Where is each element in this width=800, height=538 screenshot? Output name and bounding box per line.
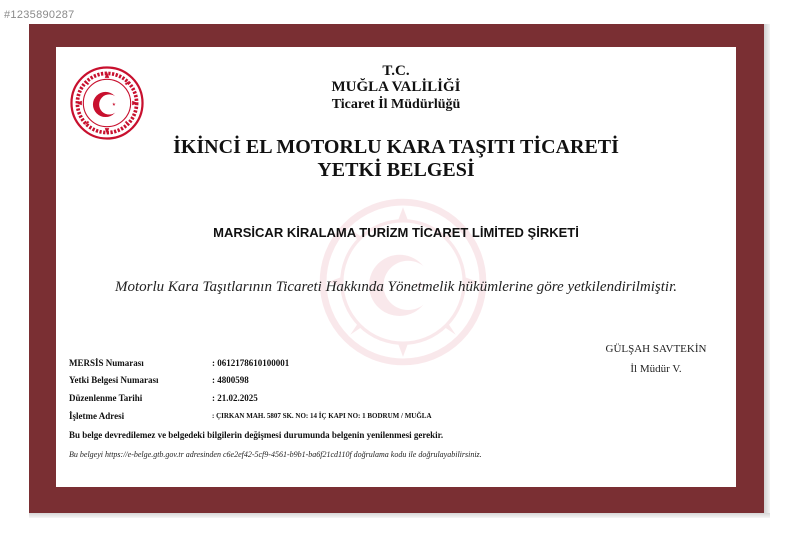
signatory-title: İl Müdür V. bbox=[630, 363, 682, 375]
detail-value: : ÇIRKAN MAH. 5807 SK. NO: 14 İÇ KAPI NO: 1 BODRUM / MUĞLA bbox=[212, 412, 432, 420]
certificate-subtitle: YETKİ BELGESİ bbox=[317, 159, 475, 181]
detail-value: : 0612178610100001 bbox=[212, 358, 290, 368]
company-name: MARSİCAR KİRALAMA TURİZM TİCARET LİMİTED ŞİRKETİ bbox=[213, 225, 579, 240]
certificate-title: İKİNCİ EL MOTORLU KARA TAŞITI TİCARETİ bbox=[173, 136, 619, 158]
authorization-statement: Motorlu Kara Taşıtlarının Ticareti Hakkında Yönetmelik hükümlerine göre yetkilendirilmiştir. bbox=[114, 279, 678, 295]
detail-label: Yetki Belgesi Numarası bbox=[69, 375, 159, 385]
detail-label: İşletme Adresi bbox=[69, 411, 125, 421]
detail-label: Düzenlenme Tarihi bbox=[69, 393, 143, 403]
header-tc: T.C. bbox=[382, 63, 410, 79]
verification-note: Bu belgeyi https://e-belge.gtb.gov.tr adresinden c6e2ef42-5cf9-4561-b9b1-ba6f21cd110f doğrulama kodu ile doğrulayabilirsiniz. bbox=[69, 450, 482, 459]
detail-value: : 21.02.2025 bbox=[212, 393, 258, 403]
page-shadow-bottom bbox=[29, 513, 770, 518]
transfer-warning: Bu belge devredilemez ve belgedeki bilgilerin değişmesi durumunda belgenin yenilenmesi gerekir. bbox=[69, 430, 444, 440]
listing-id: #1235890287 bbox=[4, 9, 75, 21]
detail-value: : 4800598 bbox=[212, 375, 249, 385]
certificate-body bbox=[56, 47, 736, 487]
page-shadow-right bbox=[764, 24, 770, 513]
header-directorate: Ticaret İl Müdürlüğü bbox=[331, 97, 461, 112]
certificate-frame bbox=[29, 24, 764, 513]
detail-label: MERSİS Numarası bbox=[69, 358, 144, 368]
header-governorship: MUĞLA VALİLİĞİ bbox=[331, 79, 461, 95]
signatory-name: GÜLŞAH SAVTEKİN bbox=[605, 343, 707, 355]
